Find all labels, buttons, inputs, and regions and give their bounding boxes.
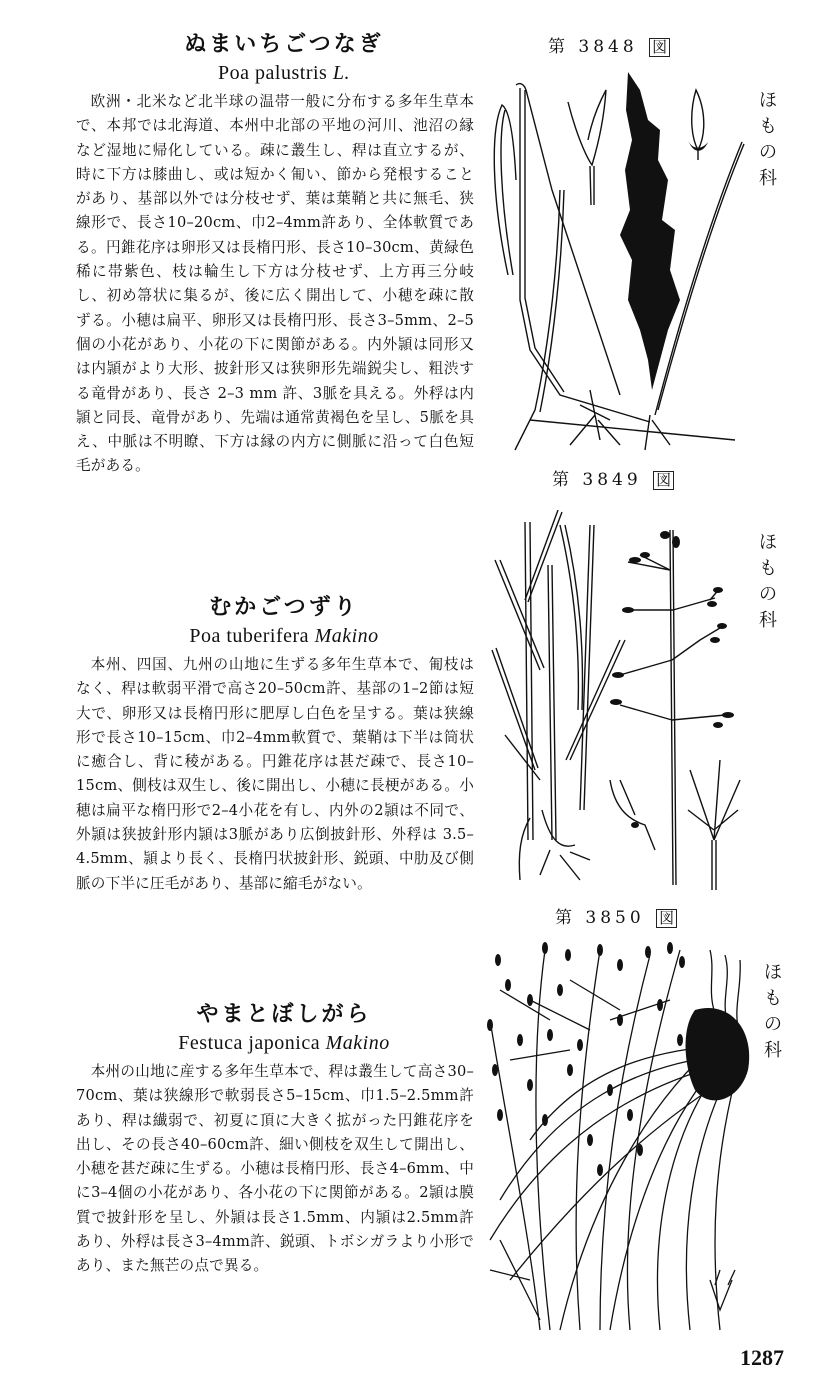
scientific-name (94, 1030, 474, 1056)
family-char: の (759, 584, 777, 605)
figure-prefix: 第 (548, 37, 569, 57)
family-char: も (759, 558, 777, 579)
family-char: も (759, 116, 777, 137)
family-char: ほ (764, 962, 782, 983)
species-entry-poa-tuberifera (76, 593, 474, 896)
page-number: 1287 (740, 1345, 784, 1370)
family-label (757, 88, 779, 192)
author: L. (332, 62, 350, 84)
description (76, 653, 474, 896)
family-char: の (764, 1014, 782, 1035)
description-text: 欧洲・北米など北半球の温帯一般に分布する多年生草本で、本邦では北海道、本州中北部の平地の河川、池沼の縁など湿地に帰化している。疎に叢生し、稈は直立するが、時に下方は膝曲し、或は短かく匍い、節から発根することがあり、基部以外では分枝せず、葉は葉鞘と共に無毛、狭線形で、長さ10–20cm、巾2–4mm許あり、全体軟質である。円錐花序は卵形又は長楕円形、長さ10–30cm、黄緑色稀に帯紫色、枝は輪生し下方は分枝せず、上方再三分岐し、初め箒状に集るが、後に広く開出して、小穂を疎に散ずる。小穂は扁平、卵形又は長楕円形、長さ3–5mm、2–5個の小花があり、小花の下に関節がある。内外頴は同形又は内頴がより大形、披針形又は狭卵形先端鋭尖し、粗渋する竜骨があり、長さ 2–3 mm 許、3脈を具える。外稃は内頴と同長、竜骨があり、先端は通常黄褐色を呈し、5脈を具え、中脈は不明瞭、下方は縁の内方に側脈に沿って白色短毛がある。 (76, 93, 474, 475)
figure-suffix: 図 (656, 909, 677, 928)
species-entry-poa-palustris (76, 30, 474, 479)
figure-prefix: 第 (555, 908, 576, 928)
species-entry-festuca-japonica (76, 1000, 474, 1279)
description-text: 本州、四国、九州の山地に生ずる多年生草本で、匍枝はなく、稈は軟弱平滑で高さ20–50cm許、基部の1–2節は短大で、卵形又は長楕円形に肥厚し白色を呈する。葉は狭線形で長さ10–15cm、巾2–4mm軟質で、葉鞘は下半は筒状に癒合し、背に稜がある。円錐花序は甚だ疎で、長さ10–15cm、側枝は双生し、後に開出し、小穂に長梗がある。小穂は扁平な楕円形で2–4小花を有し、内外の2頴は不同で、外頴は狭披針形内頴は3脈があり広倒披針形、外稃は 3.5–4.5mm、頴より長く、長楕円状披針形、鋭頭、中肋及び側脈の下半に圧毛があり、基部に縮毛がない。 (76, 656, 474, 892)
genus-species: Poa palustris (218, 62, 328, 84)
illustration-festuca-japonica (470, 940, 770, 1340)
illustration-poa-tuberifera (480, 510, 780, 900)
japanese-name: ぬまいちごつなぎ (184, 32, 384, 57)
scientific-name (94, 623, 474, 649)
figure-label-3850 (555, 903, 677, 928)
figure-prefix: 第 (552, 470, 573, 490)
scientific-name (94, 60, 474, 86)
figure-number: 3850 (585, 908, 645, 928)
figure-number: 3848 (578, 37, 638, 57)
japanese-name: むかごつずり (209, 595, 359, 620)
family-char: も (764, 988, 782, 1009)
genus-species: Festuca japonica (178, 1032, 321, 1054)
family-char: の (759, 142, 777, 163)
japanese-name: やまとぼしがら (196, 1002, 372, 1027)
illustration-poa-palustris (480, 60, 760, 460)
family-char: ほ (759, 532, 777, 553)
author: Makino (325, 1032, 390, 1054)
family-char: ほ (759, 90, 777, 111)
figure-label-3849 (552, 465, 674, 490)
author: Makino (314, 625, 379, 647)
family-char: 科 (764, 1040, 782, 1061)
description (76, 90, 474, 479)
figure-suffix: 図 (649, 38, 670, 57)
figure-suffix: 図 (653, 471, 674, 490)
description (76, 1060, 474, 1279)
family-char: 科 (759, 168, 777, 189)
family-char: 科 (759, 610, 777, 631)
description-text: 本州の山地に産する多年生草本で、稈は叢生して高さ30–70cm、葉は狭線形で軟弱長さ5–15cm、巾1.5–2.5mm許あり、稈は纎弱で、初夏に頂に大きく拡がった円錐花序を出し、その長さ40–60cm許、細い側枝を双生して開出し、小穂を甚だ疎に生ずる。小穂は長楕円形、長さ4–6mm、中に3–4個の小花があり、各小花の下に関節がある。2頴は膜質で披針形を呈し、外頴は長さ1.5mm、内頴は2.5mm許あり、外稃は長さ3–4mm許、鋭頭、トボシガラより小形であり、また無芒の点で異る。 (76, 1063, 474, 1275)
genus-species: Poa tuberifera (189, 625, 310, 647)
figure-number: 3849 (582, 470, 642, 490)
figure-label-3848 (548, 32, 670, 57)
